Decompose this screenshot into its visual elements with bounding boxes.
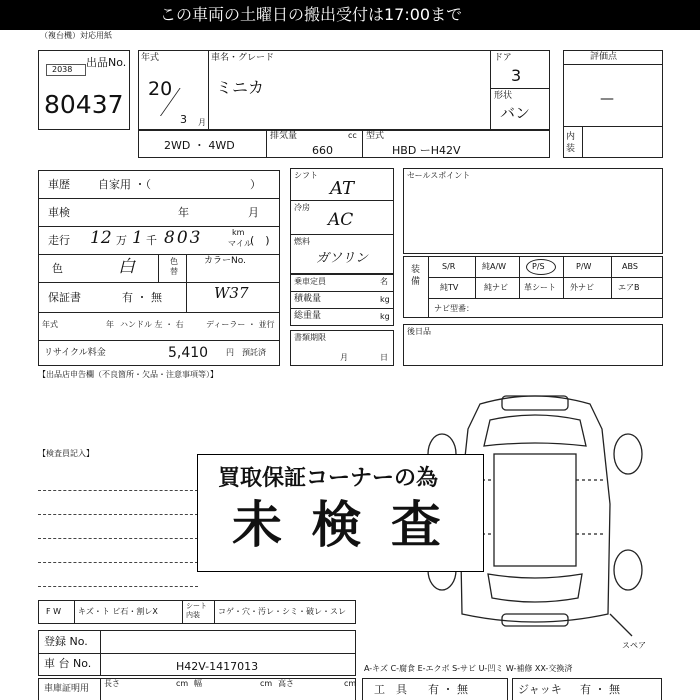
sales-point-box — [403, 168, 663, 254]
evaluation-label: 評価点 — [590, 52, 618, 62]
doors-value: 3 — [511, 66, 522, 85]
equip-airbag: エアB — [618, 283, 640, 292]
capacity-weight-label: 総重量 — [294, 311, 322, 321]
size-width-label: 幅 — [194, 679, 202, 688]
shape-value: バン — [500, 104, 531, 122]
year-label: 年式 — [141, 53, 160, 63]
rear-bumper — [502, 614, 568, 626]
color-change-label: 色替 — [170, 257, 178, 276]
size-width-unit: cm — [260, 679, 273, 688]
stamp-line2: 未 検 査 — [232, 496, 447, 554]
size-cert-label: 車庫証明用 — [44, 684, 90, 694]
front-bumper — [502, 396, 568, 410]
inspection-label: 車検 — [48, 206, 70, 219]
history-close: ） — [250, 178, 261, 191]
mileage-sen: 1 — [132, 228, 143, 248]
sales-point-label: セールスポイント — [407, 171, 471, 180]
capacity-load-unit: kg — [380, 295, 390, 304]
later-items-box — [403, 324, 663, 366]
model-value: HBD ーH42V — [392, 144, 461, 157]
damage-fw-text: キズ・ト ビ石・割レX — [78, 607, 158, 616]
handle-label: ハンドル 左 ・ 右 — [120, 320, 184, 329]
inspection-year-unit: 年 — [178, 206, 189, 219]
year-type-unit: 年 — [106, 320, 114, 329]
year-month: 3 — [180, 113, 187, 126]
color-value: 白 — [118, 257, 135, 277]
drive-type: 2WD ・ 4WD — [164, 139, 235, 152]
vehicle-info-table — [38, 170, 280, 366]
equip-leather: 革シート — [524, 283, 556, 292]
capacity-seats-unit: 名 — [380, 277, 388, 286]
ac-label: 冷房 — [294, 203, 310, 212]
jack-value: 有 ・ 無 — [580, 683, 620, 696]
mileage-man: 12 — [90, 228, 112, 248]
chassis-value: H42V-1417013 — [176, 660, 259, 673]
doc-expiry-month: 月 — [340, 353, 348, 362]
displacement-value: 660 — [312, 144, 333, 157]
recycle-unit: 円 — [226, 348, 234, 357]
rear-window — [488, 574, 582, 602]
form-header: （複台機）対応用紙 — [40, 31, 112, 40]
year-month-unit: 月 — [198, 118, 206, 127]
inspection-month-unit: 月 — [248, 206, 259, 219]
equip-power-steering: P/S — [532, 262, 545, 271]
history-label: 車歴 — [48, 178, 70, 191]
stamp-line1: 買取保証コーナーの為 — [218, 466, 439, 491]
damage-fw-label: F W — [46, 607, 62, 616]
lot-number: 80437 — [44, 90, 124, 119]
fuel-value: ガソリン — [316, 251, 369, 266]
color-no-label: カラーNo. — [204, 256, 246, 266]
capacity-weight-unit: kg — [380, 312, 390, 321]
equip-tv: 純TV — [440, 283, 459, 292]
color-no-value: W37 — [214, 284, 249, 302]
recycle-note: 預託済 — [242, 348, 266, 357]
year-value: 20 — [148, 78, 173, 100]
mileage-label: 走行 — [48, 234, 70, 247]
ac-value: AC — [328, 210, 354, 230]
spare-label: スペア — [622, 641, 646, 650]
lot-label: 出品No. — [86, 56, 127, 69]
capacity-seats-label: 乗車定員 — [294, 277, 326, 286]
dealer-label: ディーラー ・ 並行 — [206, 320, 275, 329]
mileage-man-unit: 万 — [116, 234, 127, 247]
seat-text: コゲ・穴・汚レ・シミ・破レ・スレ — [218, 607, 346, 616]
seller-notes-label: 【出品店申告欄（不良箇所・欠品・注意事項等）】 — [38, 370, 218, 379]
interior-label: 内装 — [566, 132, 576, 154]
car-name-value: ミニカ — [216, 78, 265, 97]
warranty-label: 保証書 — [48, 291, 81, 304]
mileage-rest: 803 — [164, 228, 203, 248]
equip-sunroof: S/R — [442, 262, 456, 271]
equipment-label: 装備 — [411, 265, 421, 287]
shape-label: 形状 — [494, 91, 513, 101]
history-value: 自家用 ・（ — [98, 178, 151, 191]
size-height-unit: cm — [344, 679, 357, 688]
recycle-label: リサイクル料金 — [44, 348, 106, 358]
car-name-label: 車名・グレード — [211, 53, 275, 63]
navi-model-label: ナビ型番： — [434, 304, 474, 313]
banner-text: この車両の土曜日の搬出受付は17:00まで — [160, 5, 463, 24]
doc-expiry-label: 書類期限 — [294, 333, 326, 342]
equip-navi: 純ナビ — [484, 283, 508, 292]
size-length-label: 長さ — [104, 679, 120, 688]
registration-label: 登録 No. — [44, 635, 88, 648]
equip-alloy-wheels: 純A/W — [482, 262, 507, 271]
tools-value: 有 ・ 無 — [428, 683, 468, 696]
warranty-value: 有 ・ 無 — [122, 291, 162, 304]
recycle-value: 5,410 — [168, 345, 209, 361]
shift-label: シフト — [294, 171, 318, 180]
damage-code-legend: A-キズ C-腐食 E-エクボ S-サビ U-凹ミ W-補修 XX-交換済 — [364, 664, 573, 673]
size-length-unit: cm — [176, 679, 189, 688]
shift-value: AT — [330, 178, 355, 199]
evaluation-value: — — [600, 91, 614, 107]
doors-label: ドア — [494, 53, 512, 63]
circle-mark — [526, 259, 556, 275]
windshield — [484, 415, 586, 446]
equip-ext-navi: 外ナビ — [570, 283, 594, 292]
jack-label: ジャッキ — [518, 683, 562, 696]
chassis-label: 車 台 No. — [44, 657, 92, 670]
tools-label: 工 具 — [374, 683, 407, 696]
displacement-unit: cc — [348, 131, 357, 140]
front-right-wheel — [614, 434, 642, 474]
mileage-mile-unit: マイル — [228, 239, 252, 248]
doc-expiry-day: 日 — [380, 353, 388, 362]
mileage-km-unit: km — [232, 228, 245, 237]
equip-abs: ABS — [622, 262, 638, 271]
size-height-label: 高さ — [278, 679, 294, 688]
displacement-label: 排気量 — [270, 131, 298, 141]
later-items-label: 後日品 — [407, 327, 431, 336]
top-banner — [0, 0, 700, 30]
color-label: 色 — [52, 262, 63, 275]
mileage-paren: ( ) — [250, 234, 270, 247]
roof — [494, 454, 576, 566]
capacity-load-label: 積載量 — [294, 294, 322, 304]
seat-label: シート内装 — [186, 602, 207, 619]
model-label: 型式 — [366, 131, 385, 141]
rear-right-wheel — [614, 550, 642, 590]
mileage-sen-unit: 千 — [146, 234, 157, 247]
inspector-notes-label: 【検査員記入】 — [38, 449, 94, 458]
equip-power-windows: P/W — [576, 262, 592, 271]
year-type-label: 年式 — [42, 320, 58, 329]
fuel-label: 燃料 — [294, 237, 310, 246]
lot-code: 2038 — [52, 65, 73, 74]
